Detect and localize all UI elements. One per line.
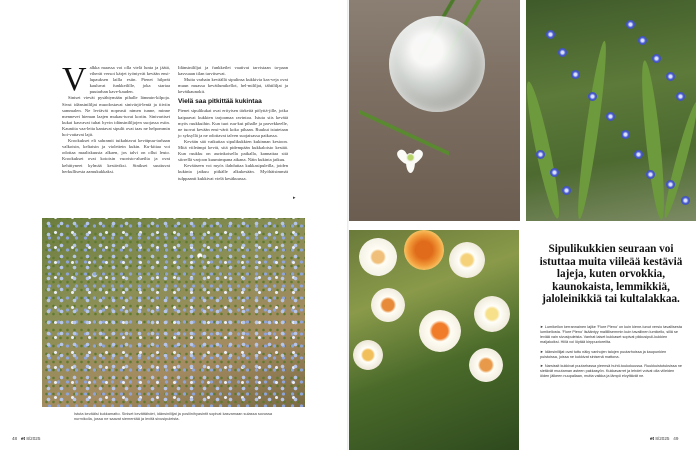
magazine-brand: et [20,436,26,441]
snowdrop-glass-photo [349,0,520,221]
issue-number: 8/2025 [655,436,670,441]
paragraph: Siniset vievät pysähtymään pihalle lämmin-kilpoja. Sivut idänsinililjat muodostavat sinivärjä-lentä ja tiiviin sammalen. Ne leviävät nopeasti nimen tunne, minne mennevet hieman laajen mukau-tuvat koriin. Sinivartiset kukat kasvavat tuhat hyvin idänsinililjojen suojassa esiin. Kauniita vaa-leita kantavat sipulit ovat taas ne helpommin hoi-vattavat lajit. [62,95,170,138]
paragraph: Kevään sää vaikuttaa sipulikukkien kukinnan kestoon. Mitä viileämpi kevät, sitä pidempään kukkaloisto kestää. Kun ruukku on aurinkoisella paikalla, kannattaa sitä siirrellä varjoon kuumimpana aikana. Näin kukinta jatkuu. [178,138,288,163]
photo-caption: Istuta keväälsi kukkamatto. Siniset kevättähdet, idänsinililjat ja posliinihyasintit sopivat kasvamaan sulassa sovussa nurmikolla, jossa ne saavat siementää ja levitä sivusipuleista. [74,411,273,421]
crocus-pattern [42,218,305,407]
snowdrop-flower [399,145,421,171]
paragraph: Muita varhain keväällä sipulinsa kukkivia kas-veja ovat muun muassa kevätlumikellot, hel-mililjat, tähtililjat ja kevätkaunokit. [178,77,288,95]
note-item: ► Narsissit kukkivat puutarhassa yleensä huhti-toukokuussa. Ruukkuistutuksissa ne sietävät muutaman asteen pakkasyön. Kukkavarret ja lehdet voivat olla viileiden öiden jälkeen nuupallaan, mutta vaikka ja lämpö elvyttävät ne. [540,364,683,379]
note-text: Lumikellon kerrannainen lajike 'Flore Pleno' on kuin kiene-tunut versio tavallisesta lumikellosta. 'Flore Pleno' lisääntyy mallillisemmin kuin tavallinen lumikello, sillä se leviää vain sivusipuleista. Vanhat laiset kukkaset sopivat pikkusipuli-kukkien maljakoiksi. Hiilä voi löytää kirppuotoreilta. [540,325,682,344]
paragraph: Krookukset eli sahramit tuikahtavat kevätpuu-tarhaan valkoisin, keltaisin ja violettein kukin. Ku-kittaa voi odottaa maaliskuusta alkaen, jos talvi on ollut leuto. Krookukset ovat kotoisin vuoristo-alueilta ja ovat kehittyneet kylmää kestäviksi. Sinikset suuttuvat herkullisesta aamukukkaksi. [62,138,170,174]
article-column-1 [62,61,170,175]
paragraph: alkka maassa voi olla vielä lunta ja jäätä, viherät versot kärjet työntyvät kevään ensi-lupauksen lailla esiin. Pienet hilpeät kauluvat funkkeilille, joka startaa puutarhan kave-kauden. [89,65,170,95]
page-folio-right [650,436,678,441]
page-number: 49 [673,436,679,441]
section-subheading: Vielä saa pitkittää kukintaa [178,98,262,106]
pull-quote: Sipulikukkien seuraan voi istuttaa muita viileää kestäviä lajeja, kuten orvokkia, kaunokaista, lemmikkiä, jaloleinikkiä tai kultalakkaa. [539,243,683,306]
article-column-2 [178,65,288,182]
article-end-mark: ▸ [293,196,296,201]
drop-cap: V [62,61,87,98]
page-number: 48 [12,436,18,441]
narcissus-flowers-photo [349,230,519,450]
note-text: Idänsinililjat ovat tuttu näky vanhojen talojen puutarhoissa ja kaupunkien puistoissa, joissa ne kukkivat sinisenä mattona. [540,349,667,359]
note-item: ► Lumikellon kerrannainen lajike 'Flore Pleno' on kuin kiene-tunut versio tavallisesta lumikellosta. 'Flore Pleno' lisääntyy mallillisemmin kuin tavallinen lumikello, sillä se leviää vain sivusipuleista. Vanhat laiset kukkaset sopivat pikkusipuli-kukkien maljakoiksi. Hiilä voi löytää kirppuotoreilta. [540,325,682,344]
scilla-flowers-photo [526,0,696,221]
page-folio-left [12,436,40,441]
note-item: ► Idänsinililjat ovat tuttu näky vanhojen talojen puutarhoissa ja kaupunkien puistoissa, joissa ne kukkivat sinisenä mattona. [540,349,667,359]
paragraph: Idänsinililjat ja funkkeilet vaativat tarvistaan ta-paan kasvuaan tilan tarvitsevat. [178,65,288,77]
issue-number: 8/2025 [26,436,41,441]
side-notes [540,325,682,384]
note-text: Narsissit kukkivat puutarhassa yleensä huhti-toukokuussa. Ruukkuistutuksissa ne sietävät muutaman asteen pakkasyön. Kukkavarret ja lehdet voivat olla viileiden öiden jälkeen nuupallaan, mutta vaikka ja lämpö elvyttävät ne. [540,364,683,379]
glass-vase [389,16,485,112]
crocus-lawn-photo [42,218,305,407]
magazine-brand: et [650,436,655,441]
paragraph: Kevääseen voi myös ilahduttaa kukkasipuleilla, joiden kukinta jatkuu pitkälle alkukesään. Myöhäisimmät tulppaanit kukkivat vielä kesäkuussa. [178,163,288,181]
paragraph: Pienet sipulikukat ovat erityisen tärkeitä pölyttä-jille, jotka kaipaavat kukkien tarjoamaa ravintoa. Istuta siis kevätä myös ruukkuihin. Kun tuot ruu-kut pihalle ja parvekkeelle, ne tuovat kevään ensi-värit koko pihaan. Ruukut istutetaan jo syksyllä ja ne odottavat talven suojaisassa paikassa. [178,108,288,138]
